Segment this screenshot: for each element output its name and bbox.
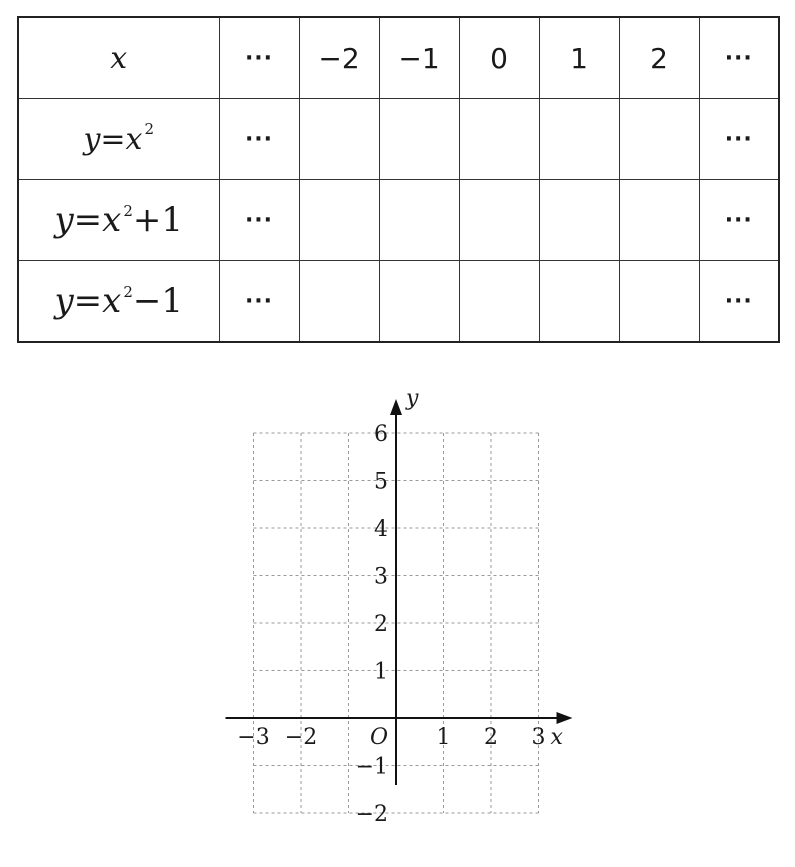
blank-cell[interactable] — [619, 261, 699, 343]
ellipsis-cell: ··· — [219, 99, 299, 180]
y-tick-label: 6 — [374, 422, 388, 447]
function-label — [54, 281, 183, 321]
function-base: y=x — [54, 200, 122, 240]
blank-cell[interactable] — [619, 99, 699, 180]
blank-cell[interactable] — [459, 180, 539, 261]
y-tick-label: 3 — [374, 564, 388, 590]
y-tick-label: −2 — [355, 802, 388, 827]
x-value-cell: 0 — [459, 17, 539, 99]
blank-cell[interactable] — [539, 99, 619, 180]
table-row — [18, 180, 779, 261]
table-row — [18, 261, 779, 343]
x-axis-label: x — [550, 725, 563, 750]
y-axis-label: y — [406, 386, 419, 411]
blank-cell[interactable] — [379, 99, 459, 180]
blank-cell[interactable] — [299, 261, 379, 343]
function-label-cell — [18, 261, 219, 343]
y-axis-arrow-icon — [390, 399, 402, 415]
blank-cell[interactable] — [299, 99, 379, 180]
value-table — [17, 16, 780, 343]
y-tick-label: 5 — [374, 469, 388, 495]
y-tick-label: −1 — [355, 754, 388, 780]
y-tick-label: 2 — [374, 612, 388, 637]
function-base: y=x — [54, 281, 122, 321]
x-tick-label: 3 — [531, 725, 546, 750]
x-tick-label: −3 — [237, 725, 270, 750]
table-row — [18, 99, 779, 180]
blank-cell[interactable] — [619, 180, 699, 261]
function-exponent: 2 — [144, 119, 155, 138]
x-tick-label: 1 — [436, 725, 451, 750]
y-tick-label: 4 — [374, 517, 388, 542]
blank-cell[interactable] — [459, 99, 539, 180]
y-tick-label: 1 — [374, 659, 388, 685]
x-value-cell: 1 — [539, 17, 619, 99]
x-tick-label: −2 — [284, 725, 318, 750]
ellipsis-cell: ··· — [699, 99, 779, 180]
ellipsis-cell: ··· — [699, 261, 779, 343]
function-rest: +1 — [132, 200, 184, 240]
function-exponent: 2 — [123, 283, 133, 301]
x-value-cell: −2 — [299, 17, 379, 99]
x-value-cell: −1 — [379, 17, 459, 99]
x-header-label: x — [18, 17, 219, 99]
ellipsis-cell: ··· — [219, 180, 299, 261]
blank-cell[interactable] — [299, 180, 379, 261]
function-rest: −1 — [132, 281, 184, 321]
blank-cell[interactable] — [379, 180, 459, 261]
ellipsis-cell: ··· — [219, 261, 299, 343]
function-base: y=x — [83, 121, 143, 157]
ellipsis-cell: ··· — [699, 180, 779, 261]
y-tick-labels — [356, 422, 388, 827]
x-tick-label: 2 — [484, 725, 498, 750]
function-label-cell — [18, 180, 219, 261]
ellipsis-cell: ··· — [219, 17, 299, 99]
blank-cell[interactable] — [459, 261, 539, 343]
origin-label: O — [370, 725, 389, 750]
x-tick-labels — [237, 725, 545, 750]
function-exponent: 2 — [123, 202, 133, 220]
function-label — [83, 119, 155, 157]
ellipsis-cell: ··· — [699, 17, 779, 99]
blank-cell[interactable] — [539, 180, 619, 261]
table-header-row — [18, 17, 779, 99]
x-axis-arrow-icon — [557, 712, 573, 724]
blank-cell[interactable] — [539, 261, 619, 343]
function-label — [54, 200, 183, 240]
x-value-cell: 2 — [619, 17, 699, 99]
function-label-cell — [18, 99, 219, 180]
coordinate-grid[interactable] — [0, 380, 795, 867]
blank-cell[interactable] — [379, 261, 459, 343]
